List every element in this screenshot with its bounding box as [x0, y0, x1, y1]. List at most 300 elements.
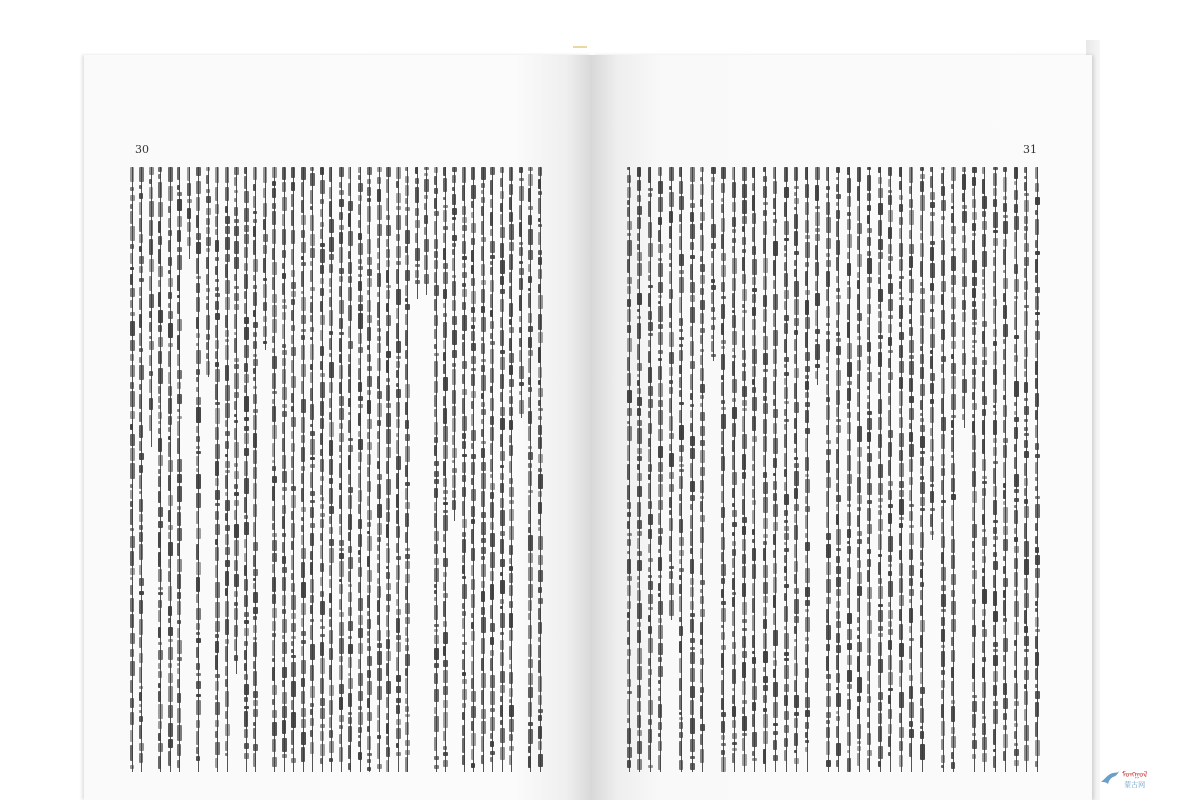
word-glyph — [732, 472, 737, 485]
word-glyph — [386, 378, 390, 382]
word-glyph — [386, 360, 389, 373]
word-glyph — [490, 321, 494, 329]
word-glyph — [396, 234, 400, 241]
word-glyph — [648, 167, 651, 183]
word-glyph — [888, 358, 891, 368]
left-page-number: 30 — [135, 143, 149, 156]
word-glyph — [320, 619, 323, 622]
word-glyph — [627, 187, 631, 198]
word-glyph — [972, 260, 977, 273]
word-glyph — [471, 238, 475, 245]
word-glyph — [909, 167, 913, 183]
word-glyph — [196, 181, 201, 194]
word-glyph — [1014, 335, 1019, 339]
word-glyph — [763, 541, 767, 545]
word-glyph — [500, 214, 503, 225]
word-glyph — [377, 578, 380, 584]
word-glyph — [177, 640, 182, 654]
word-glyph — [234, 442, 239, 458]
word-glyph — [339, 584, 343, 594]
word-glyph — [857, 345, 862, 357]
word-glyph — [773, 755, 778, 761]
text-column — [898, 167, 905, 772]
word-glyph — [377, 743, 380, 759]
word-glyph — [982, 293, 986, 299]
word-glyph — [130, 274, 133, 285]
word-glyph — [763, 436, 767, 452]
word-glyph — [773, 313, 776, 327]
word-glyph — [1035, 393, 1039, 407]
word-glyph — [679, 365, 682, 374]
word-glyph — [130, 490, 133, 499]
word-glyph — [794, 368, 799, 378]
word-glyph — [320, 373, 325, 377]
word-glyph — [291, 649, 294, 653]
word-glyph — [784, 167, 788, 182]
word-glyph — [538, 715, 542, 721]
word-glyph — [490, 349, 494, 364]
word-glyph — [509, 242, 514, 251]
word-glyph — [951, 601, 956, 615]
word-glyph — [310, 457, 315, 460]
word-glyph — [920, 299, 925, 313]
word-glyph — [1003, 566, 1006, 574]
word-glyph — [471, 391, 476, 398]
word-glyph — [732, 246, 735, 253]
word-glyph — [1014, 296, 1018, 299]
word-glyph — [899, 167, 902, 177]
word-glyph — [481, 755, 484, 764]
word-glyph — [888, 396, 891, 405]
word-glyph — [196, 407, 201, 423]
word-glyph — [519, 295, 522, 311]
word-glyph — [272, 460, 275, 463]
word-glyph — [1035, 555, 1040, 565]
word-glyph — [367, 753, 372, 756]
word-glyph — [462, 361, 467, 369]
word-glyph — [763, 565, 768, 578]
word-glyph — [490, 229, 493, 236]
word-glyph — [982, 514, 985, 525]
word-glyph — [405, 207, 410, 211]
word-glyph — [1003, 590, 1006, 598]
word-glyph — [637, 648, 642, 664]
word-glyph — [1024, 193, 1029, 196]
word-glyph — [752, 758, 757, 761]
word-glyph — [658, 324, 663, 329]
word-glyph — [847, 582, 850, 595]
word-glyph — [310, 491, 315, 496]
word-glyph — [130, 211, 133, 224]
word-glyph — [443, 700, 448, 708]
word-glyph — [528, 510, 531, 524]
word-glyph — [367, 206, 371, 222]
word-glyph — [196, 594, 199, 603]
word-glyph — [424, 173, 428, 176]
word-glyph — [196, 283, 200, 293]
word-glyph — [471, 631, 475, 641]
word-glyph — [1014, 749, 1019, 756]
word-glyph — [836, 645, 841, 653]
word-glyph — [538, 425, 542, 435]
word-glyph — [215, 641, 219, 653]
word-glyph — [930, 508, 935, 511]
word-glyph — [149, 398, 153, 410]
word-glyph — [215, 204, 219, 214]
word-glyph — [982, 409, 986, 416]
word-glyph — [878, 578, 882, 584]
word-glyph — [836, 210, 840, 219]
word-glyph — [158, 671, 162, 678]
word-glyph — [320, 545, 323, 559]
word-glyph — [490, 658, 493, 671]
word-glyph — [244, 711, 248, 727]
word-glyph — [784, 245, 787, 251]
word-glyph — [941, 344, 944, 352]
word-glyph — [244, 291, 247, 299]
word-glyph — [367, 432, 370, 439]
word-glyph — [196, 456, 199, 466]
word-glyph — [784, 469, 787, 477]
word-glyph — [930, 350, 933, 354]
word-glyph — [253, 184, 256, 191]
word-glyph — [669, 571, 673, 579]
word-glyph — [941, 329, 945, 340]
word-glyph — [679, 494, 682, 501]
word-glyph — [291, 700, 294, 710]
word-glyph — [348, 231, 353, 246]
word-glyph — [679, 722, 683, 729]
word-glyph — [920, 569, 923, 578]
word-glyph — [424, 167, 429, 170]
word-glyph — [301, 603, 306, 615]
word-glyph — [867, 733, 871, 745]
word-glyph — [310, 464, 315, 468]
word-glyph — [415, 208, 419, 216]
word-glyph — [888, 179, 891, 187]
word-glyph — [130, 680, 133, 693]
word-glyph — [794, 339, 797, 351]
word-glyph — [993, 405, 996, 408]
word-glyph — [443, 364, 446, 374]
word-glyph — [263, 316, 267, 322]
word-glyph — [253, 722, 256, 726]
word-glyph — [405, 185, 409, 196]
word-glyph — [263, 278, 267, 281]
word-glyph — [1024, 440, 1028, 448]
word-glyph — [742, 483, 745, 496]
word-glyph — [528, 613, 531, 620]
word-glyph — [732, 695, 735, 704]
word-glyph — [627, 464, 630, 480]
word-glyph — [434, 689, 439, 702]
word-glyph — [711, 325, 715, 330]
word-glyph — [805, 637, 809, 641]
word-glyph — [329, 565, 332, 576]
word-glyph — [899, 243, 903, 257]
word-glyph — [857, 507, 861, 511]
word-glyph — [700, 450, 705, 463]
word-glyph — [1035, 523, 1038, 531]
word-glyph — [930, 192, 935, 200]
word-glyph — [690, 619, 694, 633]
word-glyph — [888, 571, 892, 576]
word-glyph — [847, 422, 851, 434]
text-column — [537, 167, 544, 772]
word-glyph — [377, 615, 380, 625]
word-glyph — [857, 447, 862, 457]
word-glyph — [509, 601, 513, 608]
word-glyph — [253, 522, 256, 537]
word-glyph — [396, 719, 401, 725]
word-glyph — [509, 585, 513, 596]
word-glyph — [272, 540, 277, 551]
word-glyph — [434, 544, 438, 554]
word-glyph — [867, 483, 872, 495]
word-glyph — [329, 398, 332, 408]
text-column — [243, 167, 250, 772]
word-glyph — [867, 411, 872, 415]
word-glyph — [815, 329, 820, 334]
word-glyph — [253, 332, 257, 337]
word-glyph — [1035, 320, 1039, 326]
word-glyph — [805, 402, 810, 407]
word-glyph — [951, 727, 955, 734]
word-glyph — [130, 365, 135, 377]
word-glyph — [1014, 317, 1017, 330]
word-glyph — [794, 418, 797, 429]
word-glyph — [627, 691, 632, 694]
word-glyph — [700, 426, 705, 436]
word-glyph — [168, 618, 171, 623]
word-glyph — [1024, 478, 1028, 486]
word-glyph — [658, 657, 662, 662]
watermark-logo — [1100, 766, 1160, 790]
word-glyph — [443, 478, 447, 487]
word-glyph — [301, 399, 306, 413]
word-glyph — [272, 466, 276, 471]
word-glyph — [794, 354, 797, 364]
word-glyph — [177, 506, 181, 510]
word-glyph — [434, 673, 438, 684]
word-glyph — [878, 321, 882, 333]
word-glyph — [443, 510, 448, 513]
word-glyph — [481, 658, 484, 671]
text-column — [950, 167, 957, 772]
word-glyph — [742, 200, 747, 214]
word-glyph — [149, 371, 153, 376]
word-glyph — [244, 176, 247, 189]
word-glyph — [282, 487, 287, 491]
word-glyph — [358, 643, 363, 654]
word-glyph — [234, 207, 238, 216]
word-glyph — [500, 374, 504, 389]
word-glyph — [637, 730, 642, 736]
word-glyph — [679, 476, 683, 489]
word-glyph — [826, 533, 831, 540]
word-glyph — [462, 433, 466, 439]
word-glyph — [784, 372, 789, 376]
word-glyph — [310, 742, 314, 754]
word-glyph — [784, 750, 787, 761]
word-glyph — [291, 249, 294, 265]
word-glyph — [982, 301, 985, 317]
word-glyph — [679, 658, 682, 673]
word-glyph — [930, 407, 934, 423]
text-column — [224, 167, 231, 772]
word-glyph — [139, 256, 144, 264]
word-glyph — [941, 585, 946, 591]
word-glyph — [836, 633, 840, 643]
word-glyph — [648, 411, 651, 418]
word-glyph — [443, 547, 446, 553]
word-glyph — [443, 760, 448, 767]
word-glyph — [396, 289, 401, 305]
word-glyph — [867, 466, 871, 479]
word-glyph — [888, 324, 892, 333]
word-glyph — [951, 287, 954, 293]
word-glyph — [805, 644, 809, 652]
word-glyph — [329, 478, 333, 484]
word-glyph — [784, 387, 788, 399]
word-glyph — [627, 357, 630, 371]
word-glyph — [348, 717, 352, 724]
word-glyph — [836, 566, 841, 574]
word-glyph — [721, 523, 724, 532]
word-glyph — [1014, 743, 1018, 746]
word-glyph — [1014, 181, 1017, 185]
word-glyph — [888, 602, 891, 607]
word-glyph — [291, 431, 294, 439]
word-glyph — [721, 750, 725, 755]
word-glyph — [794, 663, 798, 676]
word-glyph — [951, 478, 955, 492]
word-glyph — [826, 491, 829, 507]
word-glyph — [282, 595, 286, 606]
word-glyph — [177, 528, 182, 541]
word-glyph — [443, 178, 447, 192]
word-glyph — [899, 276, 904, 279]
word-glyph — [899, 332, 904, 340]
word-glyph — [784, 453, 787, 467]
word-glyph — [836, 370, 841, 386]
word-glyph — [805, 428, 810, 434]
word-glyph — [700, 515, 705, 522]
word-glyph — [773, 260, 776, 276]
word-glyph — [130, 300, 133, 308]
word-glyph — [941, 294, 944, 305]
word-glyph — [732, 278, 736, 291]
word-glyph — [310, 730, 313, 737]
word-glyph — [405, 330, 408, 346]
word-glyph — [291, 310, 294, 321]
text-column — [233, 167, 240, 772]
word-glyph — [310, 644, 315, 660]
word-glyph — [386, 713, 389, 720]
word-glyph — [721, 400, 725, 404]
word-glyph — [320, 497, 324, 501]
word-glyph — [993, 709, 998, 724]
word-glyph — [700, 275, 705, 284]
word-glyph — [920, 167, 924, 171]
word-glyph — [386, 697, 389, 708]
word-glyph — [130, 484, 133, 488]
word-glyph — [177, 760, 180, 768]
word-glyph — [538, 400, 541, 406]
word-glyph — [320, 485, 323, 495]
word-glyph — [899, 305, 903, 319]
word-glyph — [405, 654, 410, 666]
word-glyph — [836, 338, 841, 342]
word-glyph — [909, 599, 912, 603]
word-glyph — [679, 712, 682, 715]
word-glyph — [253, 637, 257, 640]
word-glyph — [310, 686, 315, 698]
word-glyph — [509, 224, 514, 240]
word-glyph — [742, 619, 747, 623]
word-glyph — [130, 411, 135, 419]
word-glyph — [481, 264, 485, 276]
word-glyph — [847, 504, 851, 507]
word-glyph — [773, 682, 778, 697]
word-glyph — [742, 249, 746, 253]
word-glyph — [763, 619, 767, 629]
word-glyph — [462, 650, 465, 654]
word-glyph — [225, 330, 229, 337]
word-glyph — [941, 651, 945, 667]
text-column — [814, 167, 821, 772]
word-glyph — [396, 599, 399, 606]
word-glyph — [405, 740, 410, 746]
word-glyph — [920, 468, 923, 474]
word-glyph — [867, 587, 872, 599]
word-glyph — [794, 471, 799, 486]
word-glyph — [253, 616, 257, 620]
word-glyph — [773, 522, 778, 531]
word-glyph — [982, 723, 986, 735]
word-glyph — [878, 239, 883, 250]
word-glyph — [348, 657, 352, 668]
word-glyph — [1014, 528, 1017, 534]
word-glyph — [348, 636, 352, 639]
word-glyph — [528, 326, 533, 332]
word-glyph — [272, 277, 275, 290]
word-glyph — [500, 606, 503, 609]
word-glyph — [899, 297, 904, 300]
word-glyph — [434, 624, 439, 627]
word-glyph — [225, 403, 230, 418]
word-glyph — [847, 167, 850, 175]
word-glyph — [784, 542, 787, 545]
word-glyph — [396, 261, 401, 265]
word-glyph — [386, 198, 389, 211]
word-glyph — [826, 597, 831, 604]
word-glyph — [234, 257, 239, 269]
word-glyph — [951, 526, 954, 536]
word-glyph — [888, 167, 892, 176]
word-glyph — [396, 246, 401, 258]
word-glyph — [386, 385, 390, 401]
word-glyph — [836, 276, 839, 283]
word-glyph — [742, 184, 747, 198]
word-glyph — [669, 444, 672, 451]
word-glyph — [462, 555, 465, 563]
word-glyph — [310, 507, 314, 518]
word-glyph — [405, 722, 409, 735]
word-glyph — [367, 646, 371, 651]
word-glyph — [462, 475, 466, 482]
word-glyph — [993, 671, 998, 682]
